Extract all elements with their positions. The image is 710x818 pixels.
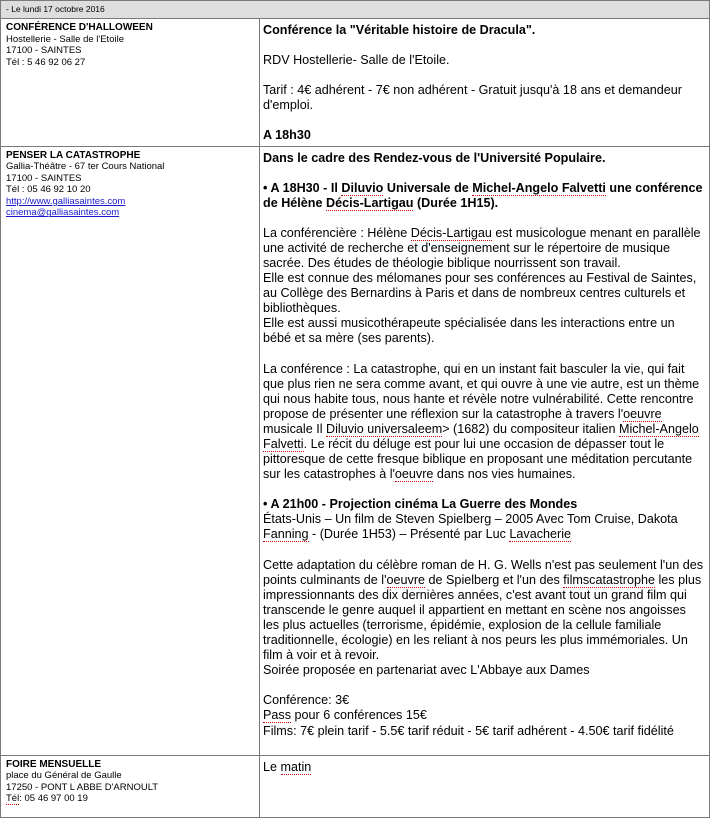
event-title: CONFÉRENCE D'HALLOWEEN [6,22,153,33]
event-row-catastrophe [1,146,709,755]
session-film-title: • A 21h00 - Projection cinéma La Guerre des Mondes [263,497,578,512]
price-conference: Conférence: 3€ [263,693,350,708]
email-link[interactable]: cinema@galliasaintes.com [6,207,120,219]
event-info-cell [1,755,260,817]
website-link[interactable]: http://www.galliasaintes.com [6,195,126,207]
film-description: Cette adaptation du célèbre roman de H. G. Wells n'est pas seulement l'un des points culminants de l'oeuvre de Spielberg et l'un des filmscatastrophe les plus impressionnants des dix dernières années, c'est avant tout un grand film qui transcende le genre auquel il appartient en mettant en scène nos angoisses les plus actuelles (terrorisme, épidémie, explosion de la cellule familiale traditionnelle, écologie) en les reliant à nos peurs les plus immémoriales. Un film à voir et à revoir. [263,557,704,663]
speaker-bio-2: Elle est connue des mélomanes pour ses conférences au Festival de Saintes, au Collège des Bernardins à Paris et dans de nombreux centres culturels et bibliothèques. [263,271,697,316]
event-details-cell [260,19,710,146]
session-conference-title: • A 18H30 - Il Diluvio Universale de Michel-Angelo Falvetti une conférence de Hélène Décis-Lartigau (Durée 1H15). [263,180,703,210]
event-details-cell [260,146,710,755]
events-table [1,19,709,818]
event-phone: Tél : 5 46 92 06 27 [6,56,86,68]
event-heading: Dans le cadre des Rendez-vous de l'Université Populaire. [263,150,606,165]
event-rdv: RDV Hostellerie- Salle de l'Etoile. [263,53,450,68]
event-venue: place du Général de Gaulle [6,770,122,782]
event-city: 17250 - PONT L ABBE D'ARNOULT [6,781,159,793]
event-time: A 18h30 [263,128,311,143]
event-phone: Tél: 05 46 97 00 19 [6,793,88,805]
film-credits: États-Unis – Un film de Steven Spielberg – 2005 Avec Tom Cruise, Dakota Fanning - (Durée 1H53) – Présenté par Luc Lavacherie [263,512,678,542]
event-venue: Hostellerie - Salle de l'Etoile [6,33,124,45]
event-venue: Gallia-Théâtre - 67 ter Cours National [6,161,165,173]
event-tarif: Tarif : 4€ adhérent - 7€ non adhérent - Gratuit jusqu'à 18 ans et demandeur d'emploi. [263,83,682,113]
event-title: PENSER LA CATASTROPHE [6,149,141,161]
event-row-halloween [1,19,709,146]
speaker-bio: La conférencière : Hélène Décis-Lartigau est musicologue menant en parallèle une activité de recherche et d'enseignement sur le répertoire de musique sacrée. Des études de théologie biblique nourrissent son travail. [263,225,701,270]
event-heading: Conférence la "Véritable histoire de Dracula". [263,23,536,37]
event-details-cell [260,755,710,817]
partnership-note: Soirée proposée en partenariat avec L'Abbaye aux Dames [263,663,590,678]
event-title: FOIRE MENSUELLE [6,758,102,770]
price-films: Films: 7€ plein tarif - 5.5€ tarif réduit - 5€ tarif adhérent - 4.50€ tarif fidélité [263,723,674,738]
event-city: 17100 - SAINTES [6,172,82,184]
speaker-bio-3: Elle est aussi musicothérapeute spécialisée dans les interactions entre un bébé et sa mère (ses parents). [263,316,675,346]
conference-description: La conférence : La catastrophe, qui en un instant fait basculer la vie, qui fait que plus rien ne sera comme avant, et qui ouvre à une vie autre, est un thème qui nous habite tous, nous hante et révèle notre vulnérabilité. Cette rencontre propose de présenter une réflexion sur la catastrophe à travers l'oeuvre musicale Il Diluvio universaleem> (1682) du compositeur italien Michel-Angelo Falvetti. Le récit du déluge est pour lui une occasion de dépasser tout le pittoresque de cette fresque biblique en proposant une méditation percutante sur les catastrophes à l'oeuvre dans nos vies humaines. [263,361,700,482]
event-row-foire [1,755,709,817]
event-heading: Le matin [263,759,312,774]
event-info-cell [1,146,260,755]
date-header: - Le lundi 17 octobre 2016 [1,1,709,19]
price-pass: Pass pour 6 conférences 15€ [263,708,427,723]
event-city: 17100 - SAINTES [6,45,82,57]
event-info-cell [1,19,260,146]
event-phone: Tél : 05 46 92 10 20 [6,184,91,196]
